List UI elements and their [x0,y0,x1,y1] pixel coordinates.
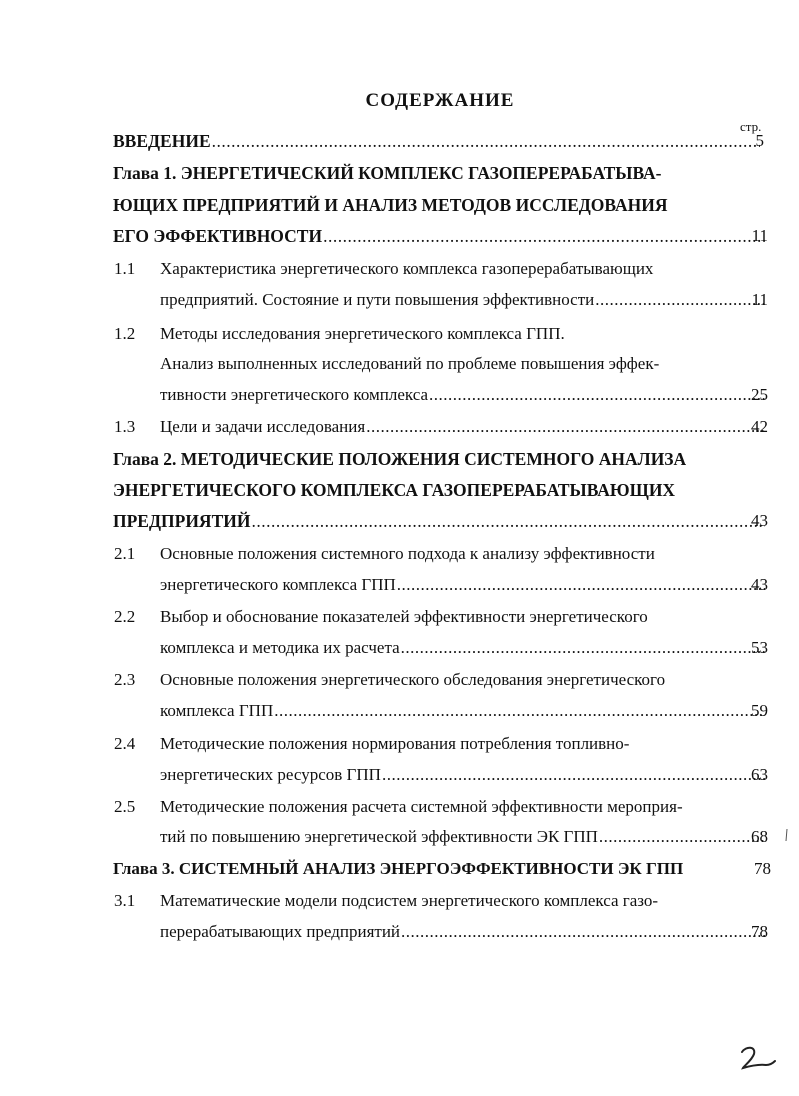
toc-entry-section-1-1 [160,290,768,310]
toc-section-title-line: Методические положения расчета системной эффективности мероприя- [160,797,683,816]
page-title: СОДЕРЖАНИЕ [365,90,515,111]
leader-dots [323,226,765,246]
toc-entry-page: 5 [755,131,764,150]
leader-dots [212,131,760,151]
toc-section-title-line: Характеристика энергетического комплекса газоперерабатывающих [160,259,654,278]
toc-entry-section-1-2 [160,385,768,405]
toc-entry-page: 43 [751,575,768,594]
toc-section-number: 1.1 [114,259,136,278]
toc-chapter-title-line: Глава 3. СИСТЕМНЫЙ АНАЛИЗ ЭНЕРГОЭФФЕКТИВНОСТИ ЭК ГПП [113,859,684,878]
toc-entry-page: 42 [751,417,768,436]
page-column-label: стр. [740,119,762,134]
toc-entry-section-2-3 [160,701,768,721]
toc-entry-section-2-4 [160,765,768,785]
toc-chapter-title-line: ЭНЕРГЕТИЧЕСКОГО КОМПЛЕКСА ГАЗОПЕРЕРАБАТЫВАЮЩИХ [113,480,676,500]
toc-entry-section-2-5 [160,827,768,847]
leader-dots [401,638,765,658]
toc-entry-introduction [113,131,763,151]
toc-section-number: 2.2 [114,607,136,626]
toc-section-title-line: комплекса ГПП [160,701,274,720]
toc-section-number: 2.4 [114,734,136,753]
toc-entry-page: 63 [751,765,768,784]
toc-section-number: 3.1 [114,891,136,910]
leader-dots [382,765,765,785]
scan-mark [784,828,790,846]
scan-mark-icon [784,828,790,842]
toc-chapter-title-line: Глава 2. МЕТОДИЧЕСКИЕ ПОЛОЖЕНИЯ СИСТЕМНОГО АНАЛИЗА [113,449,687,469]
leader-dots [429,385,765,405]
toc-section-title-line: Методические положения нормирования потребления топливно- [160,734,630,753]
toc-section-title-line: тивности энергетического комплекса [160,385,429,404]
toc-section-title-line: энергетических ресурсов ГПП [160,765,381,784]
toc-section-number: 1.2 [114,324,136,343]
toc-chapter-title-line: ЮЩИХ ПРЕДПРИЯТИЙ И АНАЛИЗ МЕТОДОВ ИССЛЕДОВАНИЯ [113,195,668,215]
toc-section-title-line: Основные положения энергетического обследования энергетического [160,670,666,689]
toc-section-title-line: Выбор и обоснование показателей эффективности энергетического [160,607,648,626]
toc-section-title-line: Методы исследования энергетического комплекса ГПП. [160,324,565,343]
toc-section-title-line: предприятий. Состояние и пути повышения эффективности [160,290,595,309]
toc-chapter-title-line: ЕГО ЭФФЕКТИВНОСТИ [113,226,323,246]
toc-chapter-title-line: Глава 1. ЭНЕРГЕТИЧЕСКИЙ КОМПЛЕКС ГАЗОПЕРЕРАБАТЫВА- [113,163,662,183]
toc-section-title-line: Цели и задачи исследования [160,417,366,436]
toc-entry-page: 59 [751,701,768,720]
handwritten-mark-icon [738,1044,778,1074]
leader-dots [397,575,765,595]
leader-dots [366,417,765,437]
toc-section-title-line: Основные положения системного подхода к анализу эффективности [160,544,655,563]
toc-section-title-line: тий по повышению энергетической эффективности ЭК ГПП [160,827,598,846]
leader-dots [251,511,765,531]
leader-dots [274,701,765,721]
handwritten-page-number [738,1044,778,1079]
toc-entry-page: 78 [754,859,771,878]
toc-entry-chapter-2 [113,511,768,531]
toc-entry-page: 53 [751,638,768,657]
toc-section-title-line: Анализ выполненных исследований по проблеме повышения эффек- [160,354,660,373]
toc-entry-title: ВВЕДЕНИЕ [113,131,211,151]
toc-entry-section-3-1 [160,922,768,942]
toc-entry-page: 11 [751,226,768,245]
toc-section-title-line: Математические модели подсистем энергетического комплекса газо- [160,891,659,910]
toc-section-title-line: комплекса и методика их расчета [160,638,400,657]
toc-entry-page: 43 [751,511,768,530]
toc-section-title-line: энергетического комплекса ГПП [160,575,396,594]
toc-entry-section-2-1 [160,575,768,595]
toc-entry-page: 25 [751,385,768,404]
toc-section-number: 2.1 [114,544,136,563]
toc-entry-chapter-1 [113,226,768,246]
toc-entry-page: 78 [751,922,768,941]
toc-section-number: 2.3 [114,670,136,689]
leader-dots [401,922,765,942]
toc-section-number: 1.3 [114,417,136,436]
toc-entry-section-2-2 [160,638,768,658]
toc-entry-page: 68 [751,827,768,846]
toc-chapter-title-line: ПРЕДПРИЯТИЙ [113,511,251,531]
toc-entry-section-1-3 [160,417,768,437]
toc-section-title-line: перерабатывающих предприятий [160,922,401,941]
toc-section-number: 2.5 [114,797,136,816]
toc-entry-page: 11 [751,290,768,309]
